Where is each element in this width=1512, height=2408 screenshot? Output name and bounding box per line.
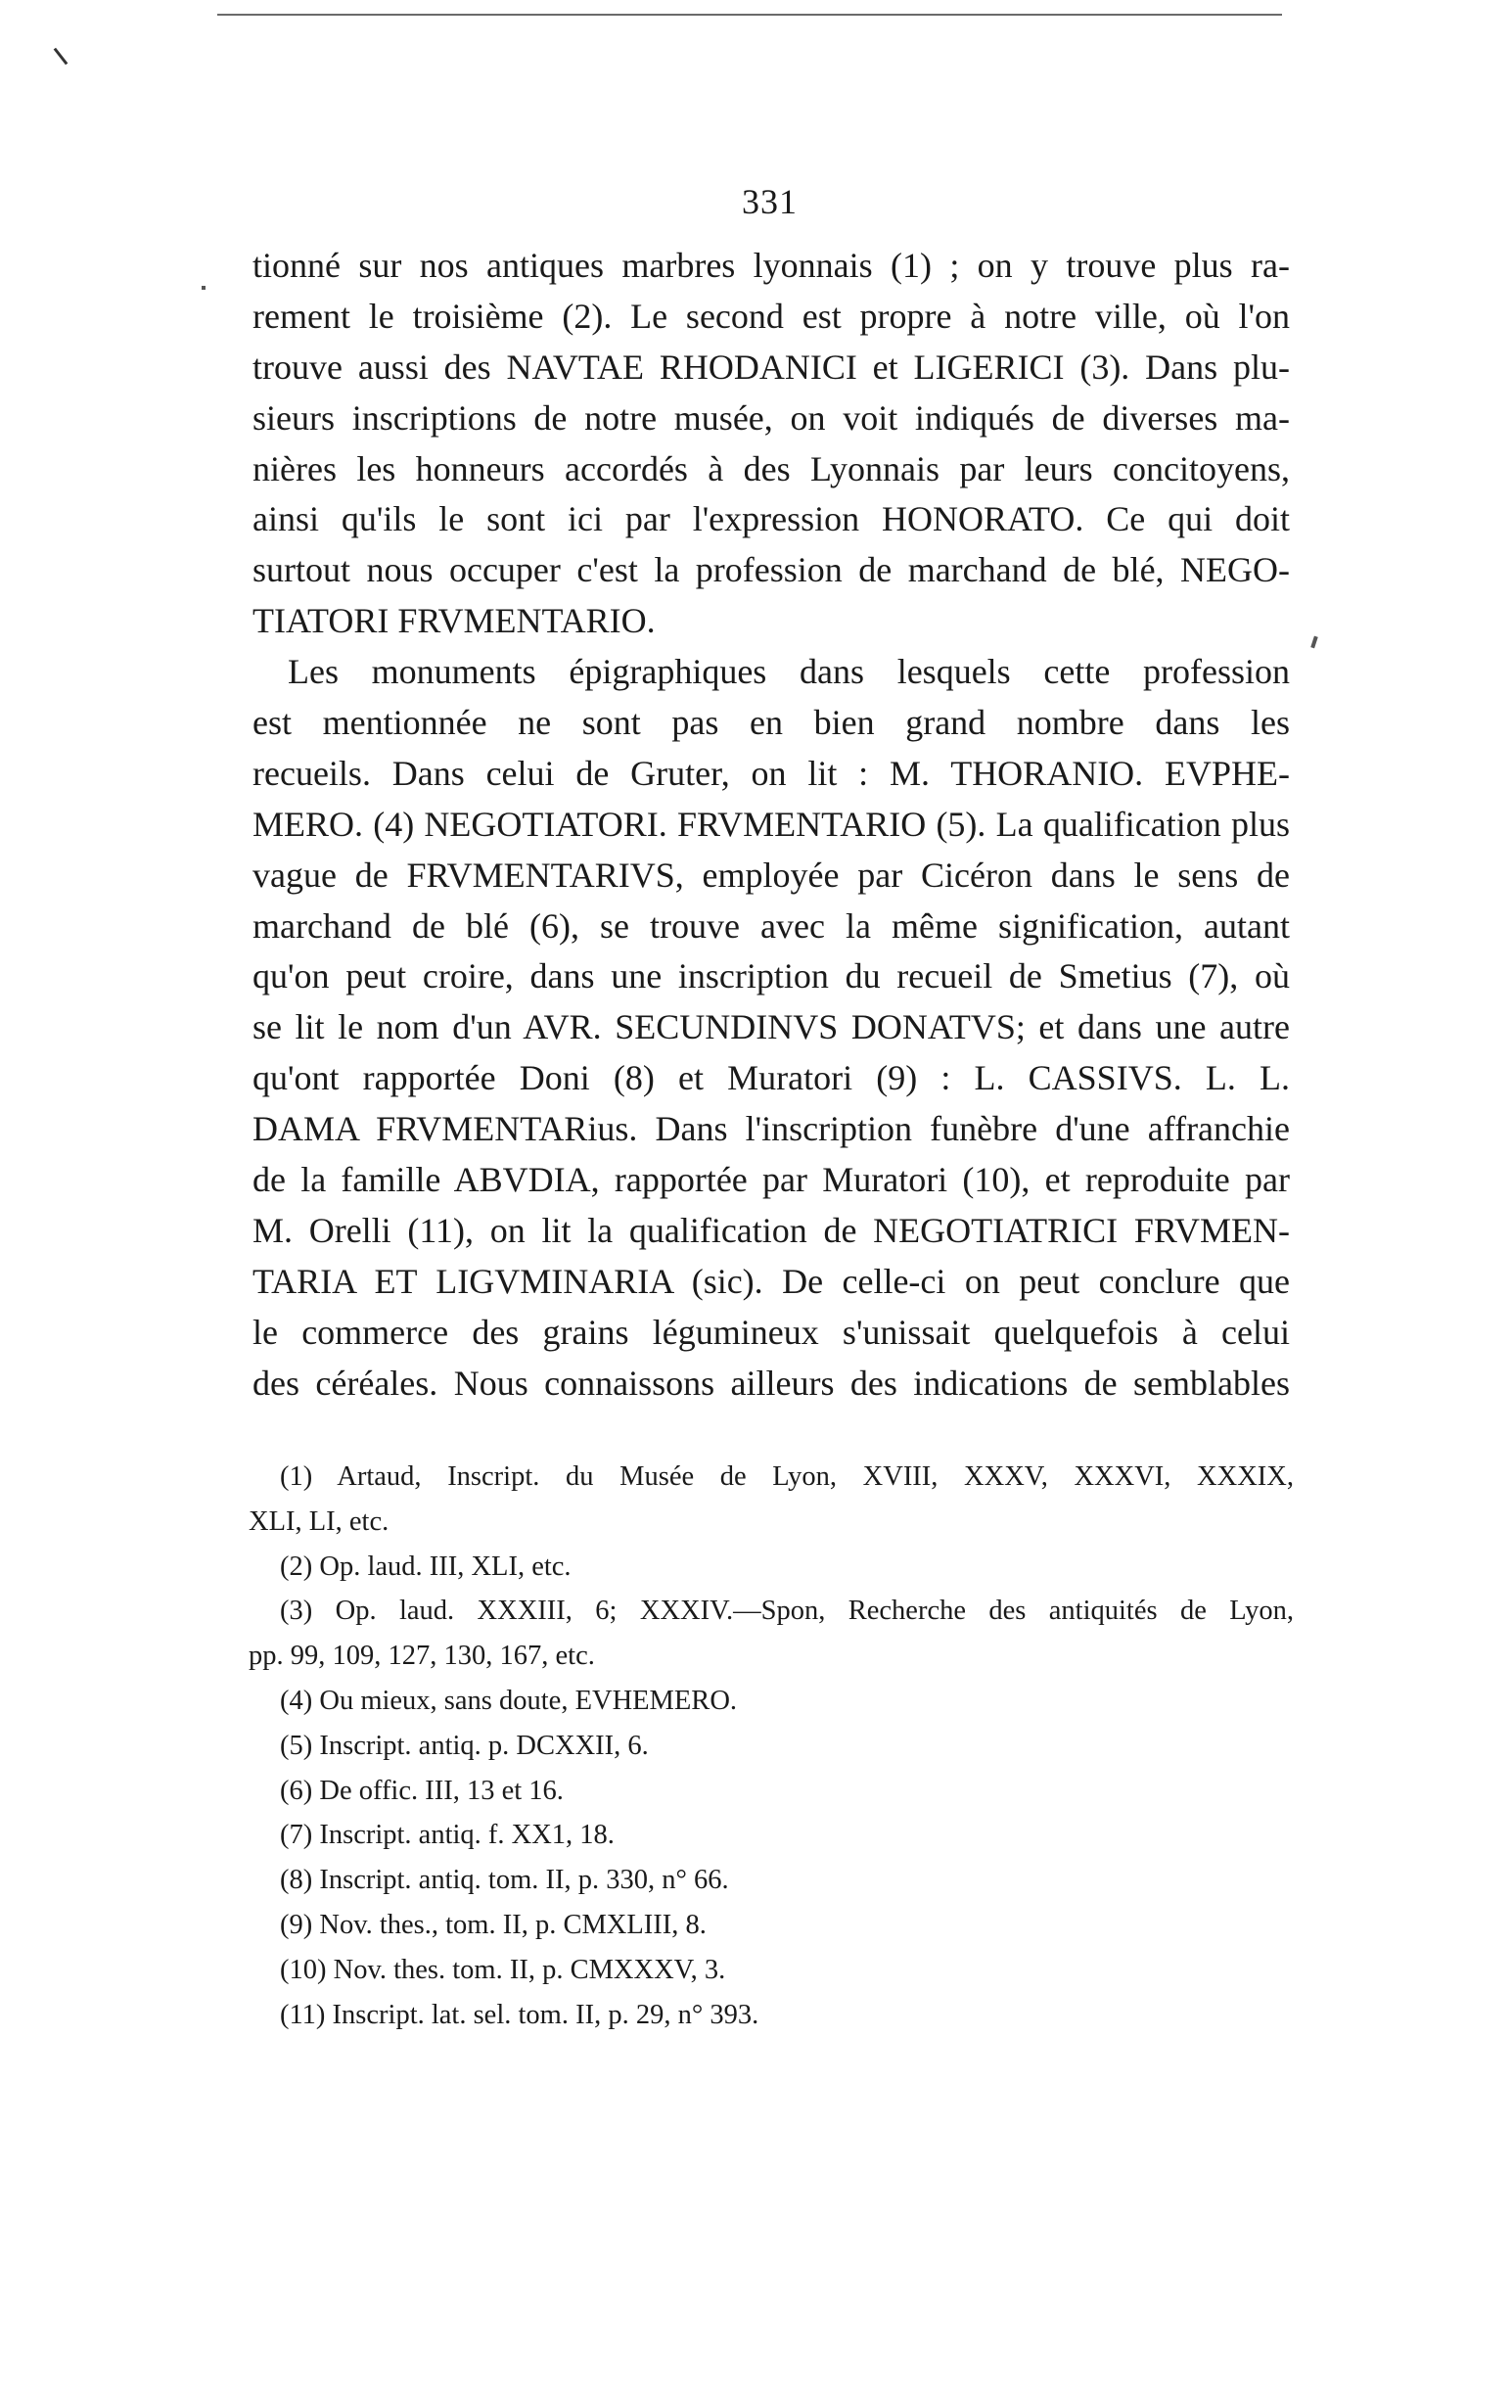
body-line: M. Orelli (11), on lit la qualification de NEGOTIATRICI FRVMEN-	[252, 1210, 1290, 1250]
footnote-line: (7) Inscript. antiq. f. XX1, 18.	[280, 1820, 615, 1851]
body-line: vague de FRVMENTARIVS, employée par Cicéron dans le sens de	[252, 855, 1290, 895]
body-line: tionné sur nos antiques marbres lyonnais (1) ; on y trouve plus ra-	[252, 246, 1290, 285]
footnote-line: XLI, LI, etc.	[249, 1505, 389, 1537]
page-number: 331	[742, 182, 798, 221]
body-line: se lit le nom d'un AVR. SECUNDINVS DONATVS; et dans une autre	[252, 1007, 1290, 1047]
footnote-line: (6) De offic. III, 13 et 16.	[280, 1775, 564, 1806]
body-line: recueils. Dans celui de Gruter, on lit : M. THORANIO. EVPHE-	[252, 753, 1290, 793]
footnote-line: pp. 99, 109, 127, 130, 167, etc.	[249, 1641, 595, 1672]
body-line: nières les honneurs accordés à des Lyonnais par leurs concitoyens,	[252, 448, 1290, 488]
body-line: est mentionnée ne sont pas en bien grand nombre dans les	[252, 703, 1290, 743]
footnotes	[249, 1455, 1294, 2037]
body-line: TARIA ET LIGVMINARIA (sic). De celle-ci on peut conclure que	[252, 1261, 1290, 1301]
top-rule	[217, 14, 1282, 16]
footnote-line: (10) Nov. thes. tom. II, p. CMXXXV, 3.	[280, 1954, 726, 1985]
body-line: des céréales. Nous connaissons ailleurs des indications de semblables	[252, 1363, 1290, 1403]
body-line: rement le troisième (2). Le second est propre à notre ville, où l'on	[252, 296, 1290, 336]
scan-speck	[202, 286, 206, 290]
footnote-line: (4) Ou mieux, sans doute, EVHEMERO.	[280, 1685, 738, 1716]
body-line: le commerce des grains légumineux s'unissait quelquefois à celui	[252, 1312, 1290, 1352]
body-line: MERO. (4) NEGOTIATORI. FRVMENTARIO (5). La qualification plus	[252, 804, 1290, 844]
footnote-line: (11) Inscript. lat. sel. tom. II, p. 29, n° 393.	[280, 1999, 759, 2030]
body-line: surtout nous occuper c'est la profession de marchand de blé, NEGO-	[252, 550, 1290, 590]
body-line: TIATORI FRVMENTARIO.	[252, 601, 656, 641]
body-line: trouve aussi des NAVTAE RHODANICI et LIGERICI (3). Dans plu-	[252, 347, 1290, 387]
footnote-line: (3) Op. laud. XXXIII, 6; XXXIV.—Spon, Recherche des antiquités de Lyon,	[280, 1596, 1294, 1627]
body-line: de la famille ABVDIA, rapportée par Muratori (10), et reproduite par	[252, 1160, 1290, 1200]
scan-speck	[1310, 636, 1318, 649]
body-line: DAMA FRVMENTARius. Dans l'inscription funèbre d'une affranchie	[252, 1109, 1290, 1149]
body-line: Les monuments épigraphiques dans lesquels cette profession	[288, 652, 1290, 692]
body-line: qu'on peut croire, dans une inscription du recueil de Smetius (7), où	[252, 956, 1290, 996]
footnote-line: (9) Nov. thes., tom. II, p. CMXLIII, 8.	[280, 1909, 707, 1940]
footnote-line: (8) Inscript. antiq. tom. II, p. 330, n° 66.	[280, 1865, 729, 1896]
scan-mark	[54, 48, 69, 66]
footnote-line: (5) Inscript. antiq. p. DCXXII, 6.	[280, 1730, 649, 1761]
body-text	[252, 241, 1290, 1409]
body-line: ainsi qu'ils le sont ici par l'expression HONORATO. Ce qui doit	[252, 499, 1290, 539]
body-line: qu'ont rapportée Doni (8) et Muratori (9) : L. CASSIVS. L. L.	[252, 1058, 1290, 1098]
footnote-line: (2) Op. laud. III, XLI, etc.	[280, 1551, 572, 1582]
body-line: marchand de blé (6), se trouve avec la même signification, autant	[252, 905, 1290, 946]
footnote-line: (1) Artaud, Inscript. du Musée de Lyon, XVIII, XXXV, XXXVI, XXXIX,	[280, 1461, 1294, 1492]
body-line: sieurs inscriptions de notre musée, on voit indiqués de diverses ma-	[252, 397, 1290, 438]
